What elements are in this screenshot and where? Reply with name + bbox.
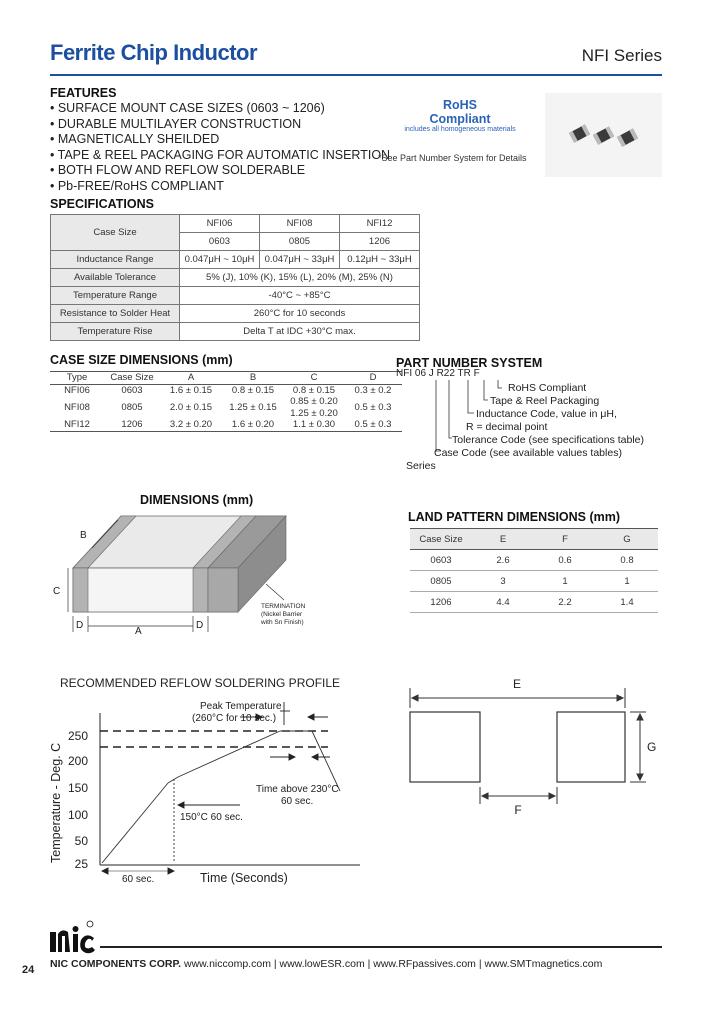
pn-case-label: Case Code (see available values tables) (434, 447, 622, 459)
pn-series-label: Series (406, 460, 436, 472)
sixty-label: 60 sec. (122, 874, 155, 885)
feature-item: • SURFACE MOUNT CASE SIZES (0603 ~ 1206) (50, 101, 325, 115)
feature-item: • Pb-FREE/RoHS COMPLIANT (50, 178, 224, 193)
label-f: F (514, 803, 522, 817)
spec-label: Temperature Range (51, 287, 180, 305)
cell: 1.25 ± 0.15 (229, 401, 277, 413)
above-label-2: 60 sec. (281, 796, 314, 807)
part-number-code (396, 368, 480, 379)
pn-tape: TR (457, 368, 471, 379)
footer-links: www.niccomp.com | www.lowESR.com | www.RFpassives.com | www.SMTmagnetics.com (184, 958, 603, 970)
cell: 0.3 ± 0.2 (354, 384, 392, 396)
pn-rohs: F (473, 368, 480, 379)
cell: NFI12 (50, 419, 104, 431)
cell: NFI08 (64, 401, 90, 413)
features-list (50, 101, 390, 194)
part-number-heading: PART NUMBER SYSTEM (396, 356, 543, 370)
pn-inductance-label: Inductance Code, value in μH, (476, 408, 617, 420)
page-title: Ferrite Chip Inductor (50, 40, 258, 65)
chip-dimension-drawing (46, 508, 316, 643)
cell: 1.4 (596, 592, 658, 613)
y-tick: 50 (74, 834, 88, 848)
spec-value: Delta T at IDC +30°C max. (180, 323, 420, 341)
reflow-profile-chart (40, 695, 370, 890)
cell: 0.8 (596, 550, 658, 571)
label-a: A (135, 626, 142, 637)
spec-label: Available Tolerance (51, 269, 180, 287)
pn-case: 06 (414, 368, 427, 379)
col-header: G (596, 529, 658, 550)
cell: 1206 (104, 419, 160, 431)
col-header: E (472, 529, 534, 550)
pn-series: NFI (396, 368, 413, 379)
col-header: Case Size (410, 529, 472, 550)
cell: NFI06 (64, 384, 90, 396)
feature-item: • BOTH FLOW AND REFLOW SOLDERABLE (50, 163, 306, 177)
case-dims-table (50, 371, 402, 432)
above-label: Time above 230°C (256, 784, 339, 795)
label-d-left: D (76, 620, 84, 631)
cell: 3.2 ± 0.20 (160, 419, 222, 431)
spec-label: Inductance Range (51, 251, 180, 269)
cell (284, 396, 344, 419)
cell: 0.8 ± 0.15 (292, 384, 336, 396)
cell: 0.8 ± 0.15 (231, 384, 275, 396)
spec-size: 0603 (180, 233, 260, 251)
spec-value: 5% (J), 10% (K), 15% (L), 20% (M), 25% (N) (180, 269, 420, 287)
termination-label: TERMINATION (261, 603, 306, 610)
footer-text (50, 958, 602, 970)
cell: 1.6 ± 0.15 (169, 384, 213, 396)
cell: 1206 (410, 592, 472, 613)
cell: 0603 (410, 550, 472, 571)
cell: 0.6 (534, 550, 596, 571)
col-header: C (284, 372, 344, 385)
y-tick: 25 (74, 857, 88, 871)
y-tick: 100 (67, 808, 88, 822)
label-d-right: D (196, 620, 204, 631)
specifications-table (50, 214, 420, 341)
col-header: A (160, 372, 222, 385)
spec-label: Temperature Rise (51, 323, 180, 341)
cell: 1.1 ± 0.30 (284, 419, 344, 431)
spec-label: Case Size (51, 215, 180, 251)
feature-item: • MAGNETICALLY SHEILDED (50, 132, 220, 146)
cell: 0603 (121, 384, 143, 396)
pn-tolerance-label: Tolerance Code (see specifications table) (452, 434, 645, 446)
land-pattern-drawing (400, 672, 670, 822)
cell: 0805 (121, 401, 143, 413)
cell: 0.5 ± 0.3 (354, 401, 392, 413)
spec-label: Resistance to Solder Heat (51, 305, 180, 323)
spec-value: 0.047μH ~ 33μH (260, 251, 340, 269)
features-heading: FEATURES (50, 86, 117, 100)
pn-tape-label: Tape & Reel Packaging (490, 395, 600, 407)
col-header: B (222, 372, 284, 385)
cell: 1 (534, 571, 596, 592)
feature-item: • DURABLE MULTILAYER CONSTRUCTION (50, 116, 302, 131)
col-header: Type (50, 372, 104, 385)
cell: 1 (596, 571, 658, 592)
spec-series: NFI06 (180, 215, 260, 233)
part-number-note: *See Part Number System for Details (378, 153, 527, 163)
col-header: Case Size (104, 372, 160, 385)
col-header: F (534, 529, 596, 550)
series-name: NFI Series (581, 46, 662, 65)
page-number: 24 (22, 964, 35, 976)
preheat-label: 150°C 60 sec. (180, 812, 243, 823)
y-tick: 150 (67, 781, 88, 795)
nic-logo (48, 920, 100, 956)
cell: 4.4 (472, 592, 534, 613)
specifications-heading: SPECIFICATIONS (50, 197, 154, 211)
cell: 2.0 ± 0.15 (169, 401, 213, 413)
cell: 2.6 (472, 550, 534, 571)
x-axis-label: Time (Seconds) (200, 871, 288, 885)
land-pattern-heading: LAND PATTERN DIMENSIONS (mm) (408, 510, 621, 524)
cell: 1.6 ± 0.20 (222, 419, 284, 431)
product-photo (545, 93, 662, 177)
rohs-logo (395, 98, 525, 133)
termination-label-2: (Nickel Barrier (261, 611, 303, 618)
spec-value: 260°C for 10 seconds (180, 305, 420, 323)
label-e: E (512, 677, 522, 691)
pn-inductance-note: R = decimal point (466, 421, 548, 433)
company-name: NIC COMPONENTS CORP. (50, 958, 182, 970)
cell: 3 (472, 571, 534, 592)
termination-label-3: with Sn Finish) (261, 619, 304, 626)
cell-line: 1.25 ± 0.20 (290, 407, 338, 419)
label-g: G (647, 740, 657, 754)
land-pattern-table (410, 528, 658, 613)
feature-item: • TAPE & REEL PACKAGING FOR AUTOMATIC INSERTION (50, 147, 391, 162)
spec-value: 0.12μH ~ 33μH (340, 251, 420, 269)
spec-value: 0.047μH ~ 10μH (180, 251, 260, 269)
peak-label: Peak Temperature (200, 701, 282, 712)
footer-rule (100, 946, 662, 948)
cell: 0805 (410, 571, 472, 592)
spec-series: NFI12 (340, 215, 420, 233)
cell-line: 0.85 ± 0.20 (290, 396, 338, 407)
peak-label-2: (260°C for 10 sec.) (192, 713, 277, 724)
rohs-line1: RoHS (442, 98, 478, 112)
spec-value: -40°C ~ +85°C (180, 287, 420, 305)
dimensions-heading: DIMENSIONS (mm) (140, 493, 254, 507)
spec-size: 0805 (260, 233, 340, 251)
y-tick: 200 (67, 754, 88, 768)
col-header: D (344, 372, 402, 385)
y-axis-label: Temperature - Deg. C (49, 742, 63, 863)
label-c: C (53, 586, 61, 597)
cell: 0.5 ± 0.3 (344, 419, 402, 431)
label-b: B (80, 530, 87, 541)
pn-rohs-label: RoHS Compliant (508, 382, 587, 394)
case-dims-heading: CASE SIZE DIMENSIONS (mm) (50, 353, 233, 367)
pn-inductance: R22 (436, 368, 455, 379)
rohs-line3: includes all homogeneous materials (404, 126, 516, 133)
title-rule (50, 74, 662, 76)
cell: 2.2 (534, 592, 596, 613)
spec-size: 1206 (340, 233, 420, 251)
y-tick: 250 (67, 729, 88, 743)
reflow-heading: RECOMMENDED REFLOW SOLDERING PROFILE (60, 676, 341, 690)
spec-series: NFI08 (260, 215, 340, 233)
rohs-line2: Compliant (429, 112, 491, 126)
pn-tolerance: J (428, 368, 434, 379)
